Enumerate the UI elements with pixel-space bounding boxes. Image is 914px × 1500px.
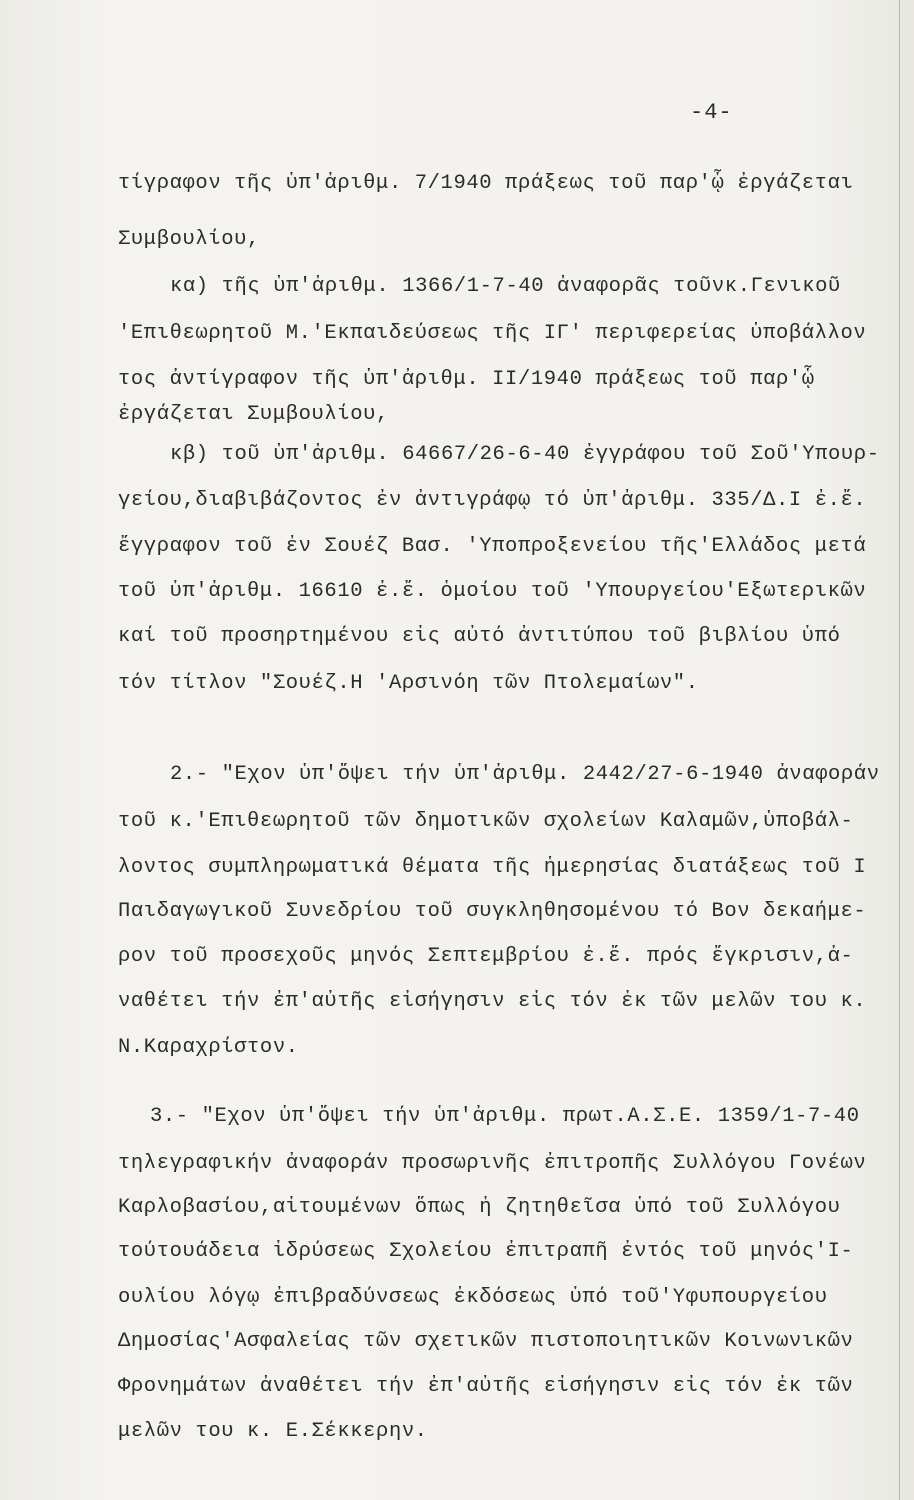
text-line: τούτουάδεια ἱδρύσεως Σχολείου ἐπιτραπῆ ἐντός τοῦ μηνός'Ι- (118, 1240, 854, 1263)
text-line: 2.- "Εχον ὑπ'ὄψει τήν ὑπ'ἀριθμ. 2442/27-6-1940 ἀναφοράν (170, 763, 880, 786)
text-line: Δημοσίας'Ασφαλείας τῶν σχετικῶν πιστοποιητικῶν Κοινωνικῶν (118, 1330, 854, 1353)
text-line: ουλίου λόγῳ ἐπιβραδύνσεως ἐκδόσεως ὑπό τοῦ'Υφυπουργείου (118, 1286, 828, 1309)
page-edge-line (899, 0, 900, 1500)
text-line: ρον τοῦ προσεχοῦς μηνός Σεπτεμβρίου ἐ.ἔ. πρός ἔγκρισιν,ἀ- (118, 945, 854, 968)
text-line: Συμβουλίου, (118, 228, 260, 251)
text-line: 3.- "Εχον ὑπ'ὄψει τήν ὑπ'ἀριθμ. πρωτ.Α.Σ.Ε. 1359/1-7-40 (150, 1105, 860, 1128)
text-line: Ν.Καραχρίστον. (118, 1036, 299, 1059)
text-line: τοῦ ὑπ'ἀριθμ. 16610 ἐ.ἔ. ὁμοίου τοῦ 'Υπουργείου'Εξωτερικῶν (118, 580, 867, 603)
text-line: μελῶν του κ. Ε.Σέκκερην. (118, 1420, 428, 1443)
text-line: λοντος συμπληρωματικά θέματα τῆς ἡμερησίας διατάξεως τοῦ Ι (118, 856, 867, 879)
text-line: κβ) τοῦ ὑπ'ἀριθμ. 64667/26-6-40 ἐγγράφου τοῦ Σοῦ'Υπουρ- (170, 443, 880, 466)
text-line: τος ἀντίγραφον τῆς ὑπ'ἀριθμ. ΙΙ/1940 πράξεως τοῦ παρ'ᾧ (118, 368, 815, 391)
text-line: Παιδαγωγικοῦ Συνεδρίου τοῦ συγκληθησομένου τό Βον δεκαήμε- (118, 900, 867, 923)
text-line: ναθέτει τήν ἐπ'αὐτῆς εἰσήγησιν εἰς τόν ἐκ τῶν μελῶν του κ. (118, 990, 867, 1013)
text-line: κα) τῆς ὑπ'ἀριθμ. 1366/1-7-40 ἀναφορᾶς τοῦνκ.Γενικοῦ (170, 275, 841, 298)
text-line: τίγραφον τῆς ὑπ'ἀριθμ. 7/1940 πράξεως τοῦ παρ'ᾧ ἐργάζεται (118, 172, 854, 195)
text-line: γείου,διαβιβάζοντος ἐν ἀντιγράφῳ τό ὑπ'ἀριθμ. 335/Δ.Ι ἐ.ἔ. (118, 489, 867, 512)
text-line: τόν τίτλον "Σουέζ.Η 'Αρσινόη τῶν Πτολεμαίων". (118, 672, 699, 695)
text-line: Φρονημάτων ἀναθέτει τήν ἐπ'αὐτῆς εἰσήγησιν εἰς τόν ἐκ τῶν (118, 1375, 854, 1398)
text-line: ἔγγραφον τοῦ ἐν Σουέζ Βασ. 'Υποπροξενείου τῆς'Ελλάδος μετά (118, 535, 867, 558)
text-line: 'Επιθεωρητοῦ Μ.'Εκπαιδεύσεως τῆς ΙΓ' περιφερείας ὑποβάλλον (118, 322, 867, 345)
text-line: ἐργάζεται Συμβουλίου, (118, 403, 389, 426)
text-line: τηλεγραφικήν ἀναφοράν προσωρινῆς ἐπιτροπῆς Συλλόγου Γονέων (118, 1152, 867, 1175)
page-number: -4- (690, 100, 733, 125)
text-line: Καρλοβασίου,αἰτουμένων ὅπως ἡ ζητηθεῖσα ὑπό τοῦ Συλλόγου (118, 1196, 841, 1219)
text-line: τοῦ κ.'Επιθεωρητοῦ τῶν δημοτικῶν σχολείων Καλαμῶν,ὑποβάλ- (118, 810, 854, 833)
text-line: καί τοῦ προσηρτημένου εἰς αὐτό ἀντιτύπου τοῦ βιβλίου ὑπό (118, 625, 841, 648)
